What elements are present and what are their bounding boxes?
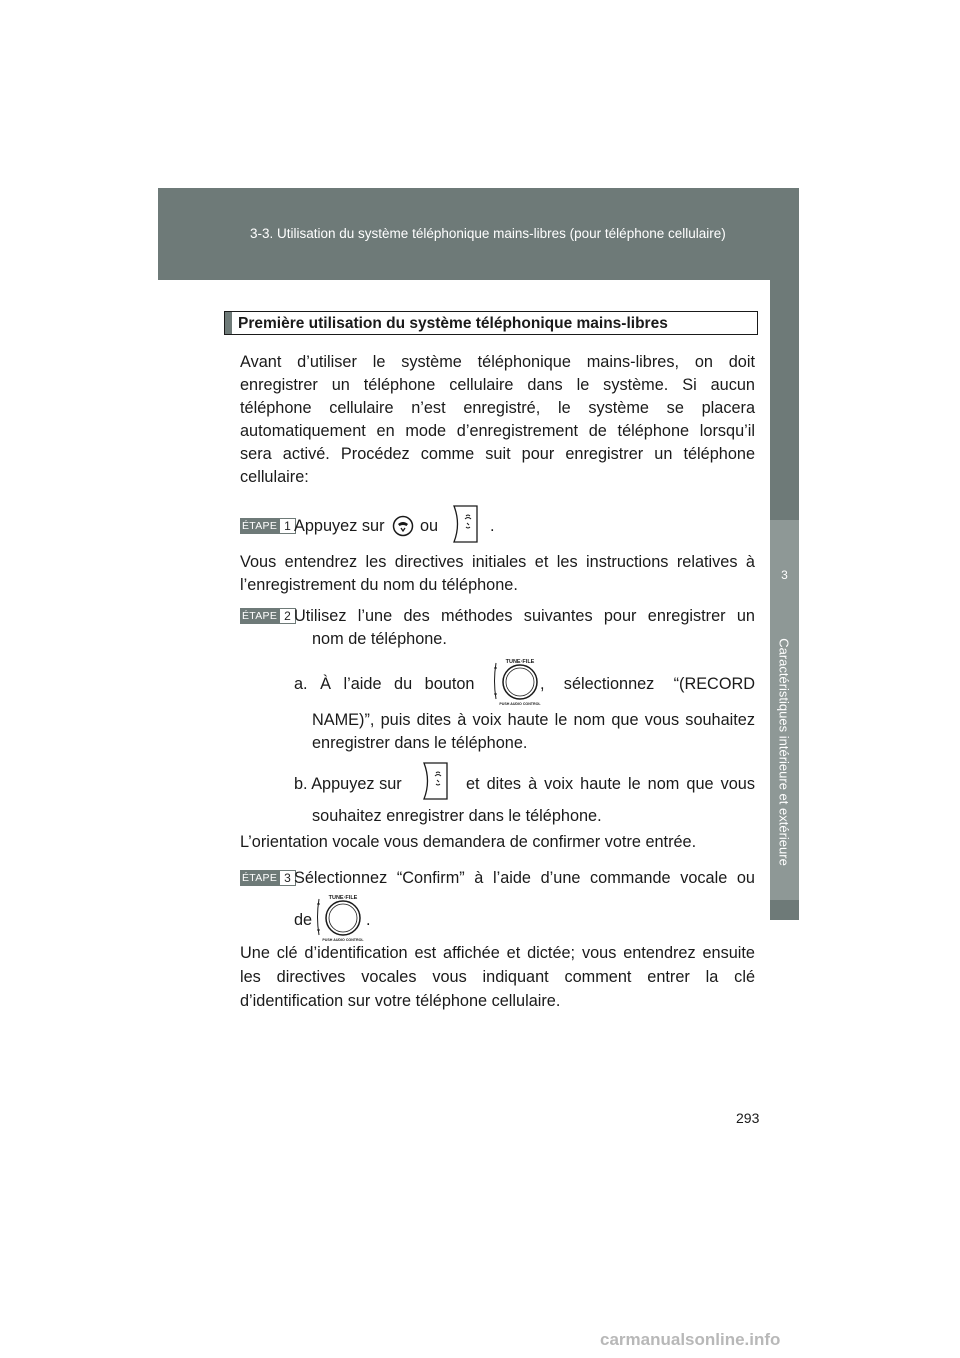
step3-line2-suffix: . <box>366 911 371 929</box>
option-a-line: NAME)”, puis dites à voix haute le nom que vous souhaitez <box>312 711 755 729</box>
intro-line: automatiquement en mode d’enregistrement de téléphone lorsqu’il <box>240 422 755 440</box>
step3-note-line: les directives vocales vous indiquant comment entrer la clé <box>240 968 755 986</box>
section-heading-bar <box>225 312 232 334</box>
breadcrumb: 3-3. Utilisation du système téléphonique mains-libres (pour téléphone cellulaire) <box>250 226 726 241</box>
option-a-line: enregistrer dans le téléphone. <box>312 734 528 752</box>
knob-top-label: TUNE·FILE <box>505 659 535 665</box>
step-badge-1 <box>240 518 296 534</box>
talk-switch-icon <box>451 503 479 545</box>
knob-bottom-label: PUSH AUDIO CONTROL <box>322 938 364 942</box>
step3-note-line: d’identification sur votre téléphone cellulaire. <box>240 992 561 1010</box>
step-label: ÉTAPE <box>242 610 278 622</box>
step2-note: L’orientation vocale vous demandera de confirmer votre entrée. <box>240 833 697 851</box>
step3-line: Sélectionnez “Confirm” à l’aide d’une commande vocale ou <box>294 869 755 887</box>
option-a-suffix: , sélectionnez “(RECORD <box>540 675 755 693</box>
talk-switch-icon <box>421 760 449 802</box>
step1-period: . <box>490 517 495 535</box>
step-label: ÉTAPE <box>242 520 278 532</box>
intro-line: enregistrer un téléphone cellulaire dans le système. Si aucun <box>240 376 755 394</box>
intro-line: sera activé. Procédez comme suit pour enregistrer un téléphone <box>240 445 755 463</box>
watermark[interactable]: carmanualsonline.info <box>600 1330 781 1349</box>
option-b-prefix: b. Appuyez sur <box>294 775 402 793</box>
step1-text: Appuyez sur <box>294 517 385 535</box>
step1-note-line: Vous entendrez les directives initiales et les instructions relatives à <box>240 553 755 571</box>
option-a-prefix: a. À l’aide du bouton <box>294 675 475 693</box>
step-label: ÉTAPE <box>242 872 278 884</box>
step2-line: nom de téléphone. <box>312 630 447 648</box>
option-b-suffix: et dites à voix haute le nom que vous <box>466 775 755 793</box>
intro-line: téléphone cellulaire n’est enregistré, le système se placera <box>240 399 755 417</box>
step3-line2-prefix: de <box>294 911 313 929</box>
section-heading <box>224 311 758 335</box>
step-badge-3 <box>240 870 296 886</box>
chapter-number: 3 <box>781 568 788 582</box>
step-number: 2 <box>279 608 296 624</box>
page-number: 293 <box>736 1110 760 1126</box>
tune-file-knob-icon <box>315 891 367 943</box>
tune-file-knob-icon <box>492 655 544 707</box>
step1-or: ou <box>420 517 439 535</box>
chapter-title: Caractéristiques intérieure et extérieure <box>776 638 792 866</box>
off-hook-button-icon <box>392 515 414 537</box>
option-b-line: souhaitez enregistrer dans le téléphone. <box>312 807 602 825</box>
knob-top-label: TUNE·FILE <box>328 895 358 901</box>
knob-bottom-label: PUSH AUDIO CONTROL <box>499 702 541 706</box>
step-badge-2 <box>240 608 296 624</box>
intro-line: cellulaire: <box>240 468 309 486</box>
step2-line: Utilisez l’une des méthodes suivantes pour enregistrer un <box>294 607 755 625</box>
step1-note-line: l’enregistrement du nom du téléphone. <box>240 576 518 594</box>
step3-note-line: Une clé d’identification est affichée et dictée; vous entendrez ensuite <box>240 944 755 962</box>
step-number: 1 <box>279 518 296 534</box>
intro-line: Avant d’utiliser le système téléphonique mains-libres, on doit <box>240 353 755 371</box>
step-number: 3 <box>279 870 296 886</box>
section-title: Première utilisation du système téléphonique mains-libres <box>238 315 668 332</box>
